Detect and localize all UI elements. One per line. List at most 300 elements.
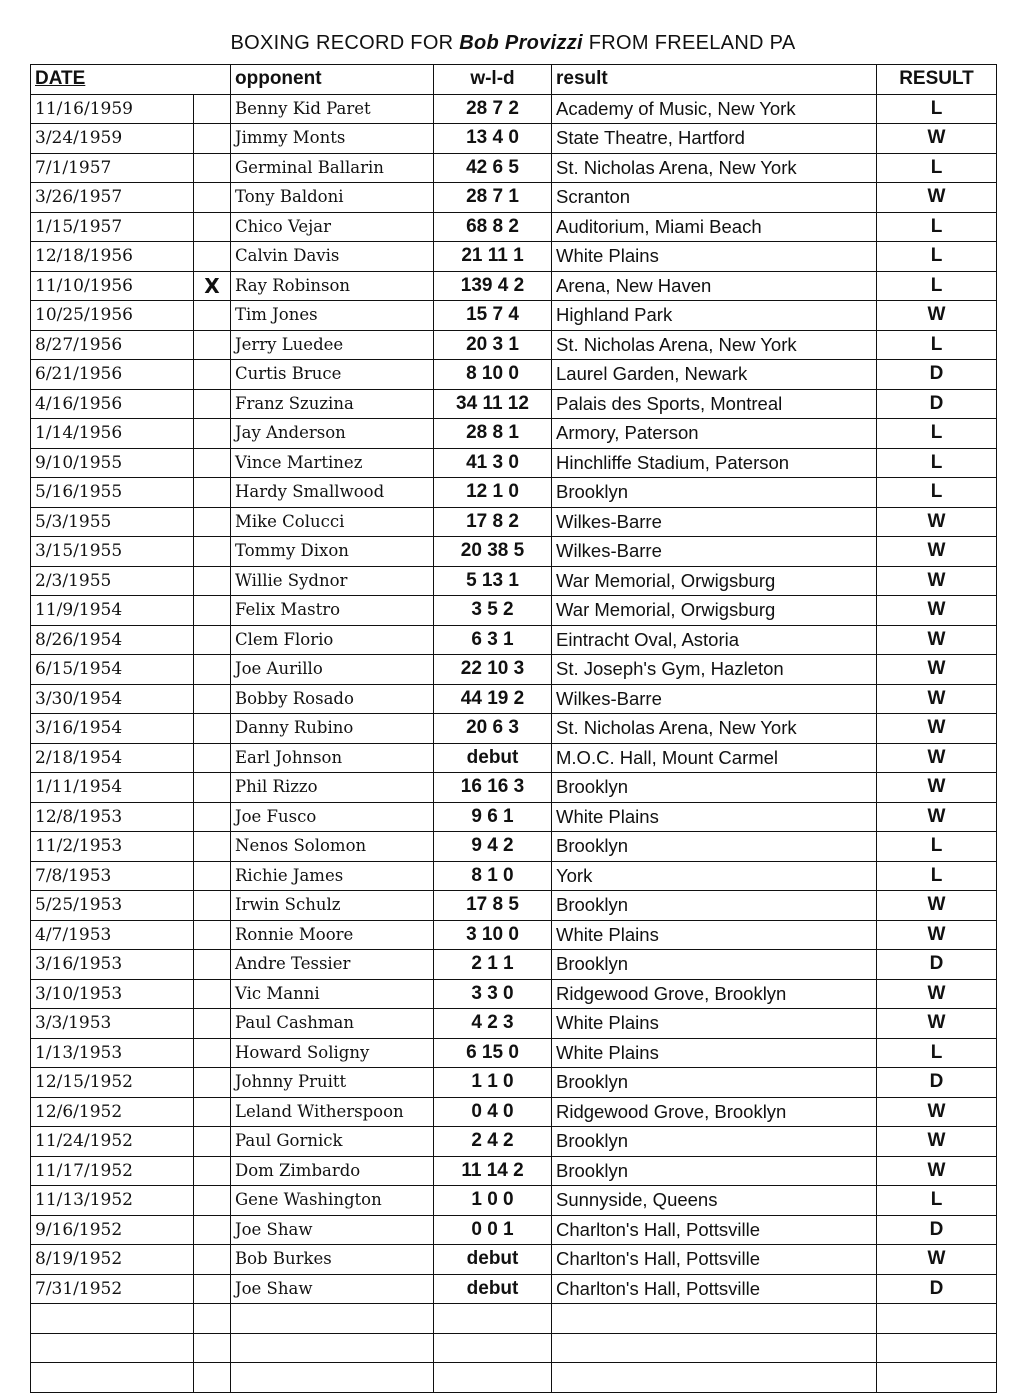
wld-cell: 16 16 3 [434,773,552,803]
outcome-cell: L [877,94,997,124]
result-cell: Academy of Music, New York [552,94,877,124]
mark-cell [194,773,231,803]
table-row [31,448,997,478]
date-cell: 12/18/1956 [31,242,194,272]
result-cell: State Theatre, Hartford [552,124,877,154]
wld-cell: 20 3 1 [434,330,552,360]
date-cell: 6/21/1956 [31,360,194,390]
date-cell [31,1333,194,1363]
mark-cell [194,153,231,183]
mark-cell [194,1068,231,1098]
mark-cell [194,1245,231,1275]
opponent-cell: Benny Kid Paret [231,94,434,124]
mark-cell [194,625,231,655]
table-row [31,419,997,449]
table-row [31,1333,997,1363]
opponent-cell: Joe Shaw [231,1215,434,1245]
table-row [31,1127,997,1157]
date-cell: 7/1/1957 [31,153,194,183]
mark-cell [194,596,231,626]
outcome-cell: L [877,478,997,508]
wld-cell: 68 8 2 [434,212,552,242]
date-cell: 7/31/1952 [31,1274,194,1304]
table-row [31,891,997,921]
outcome-cell: W [877,301,997,331]
wld-cell: 9 6 1 [434,802,552,832]
result-cell: St. Nicholas Arena, New York [552,714,877,744]
result-cell [552,1363,877,1393]
opponent-cell: Paul Gornick [231,1127,434,1157]
result-cell: Scranton [552,183,877,213]
opponent-cell: Ronnie Moore [231,920,434,950]
mark-cell [194,979,231,1009]
result-cell: Brooklyn [552,1068,877,1098]
wld-cell: 20 38 5 [434,537,552,567]
outcome-cell: W [877,684,997,714]
table-row [31,1304,997,1334]
date-cell: 8/26/1954 [31,625,194,655]
result-cell: Laurel Garden, Newark [552,360,877,390]
date-cell [31,1304,194,1334]
opponent-cell: Howard Soligny [231,1038,434,1068]
date-cell: 8/27/1956 [31,330,194,360]
wld-cell: 20 6 3 [434,714,552,744]
result-cell: White Plains [552,802,877,832]
wld-cell: 28 7 2 [434,94,552,124]
wld-cell: 4 2 3 [434,1009,552,1039]
outcome-cell: L [877,1038,997,1068]
date-cell: 9/16/1952 [31,1215,194,1245]
opponent-cell: Jimmy Monts [231,124,434,154]
outcome-cell: L [877,153,997,183]
wld-cell: 8 10 0 [434,360,552,390]
mark-cell [194,950,231,980]
header-row [31,65,997,95]
table-row [31,1274,997,1304]
mark-cell [194,920,231,950]
outcome-cell: W [877,1127,997,1157]
wld-cell: 17 8 2 [434,507,552,537]
result-cell: Wilkes-Barre [552,684,877,714]
table-row [31,1186,997,1216]
result-cell: Hinchliffe Stadium, Paterson [552,448,877,478]
date-cell: 5/16/1955 [31,478,194,508]
outcome-cell: W [877,625,997,655]
outcome-cell [877,1333,997,1363]
mark-cell [194,1156,231,1186]
result-cell: White Plains [552,1009,877,1039]
mark-cell [194,507,231,537]
outcome-cell: W [877,802,997,832]
table-row [31,861,997,891]
mark-cell [194,419,231,449]
date-cell: 12/6/1952 [31,1097,194,1127]
mark-cell [194,743,231,773]
header-outcome: RESULT [877,65,997,95]
outcome-cell: W [877,773,997,803]
opponent-cell: Danny Rubino [231,714,434,744]
opponent-cell: Irwin Schulz [231,891,434,921]
wld-cell: 44 19 2 [434,684,552,714]
outcome-cell: W [877,1009,997,1039]
outcome-cell: W [877,1097,997,1127]
table-row [31,625,997,655]
wld-cell: 9 4 2 [434,832,552,862]
table-row [31,301,997,331]
wld-cell: debut [434,1274,552,1304]
opponent-cell: Vince Martinez [231,448,434,478]
title-suffix: FROM FREELAND PA [588,32,796,54]
opponent-cell [231,1363,434,1393]
wld-cell: 3 10 0 [434,920,552,950]
opponent-cell: Franz Szuzina [231,389,434,419]
date-cell: 3/3/1953 [31,1009,194,1039]
mark-cell: X [194,271,231,301]
mark-cell [194,478,231,508]
mark-cell [194,1097,231,1127]
record-table [30,64,997,1393]
date-cell: 1/15/1957 [31,212,194,242]
date-cell: 11/9/1954 [31,596,194,626]
table-row [31,1245,997,1275]
opponent-cell: Curtis Bruce [231,360,434,390]
wld-cell: 8 1 0 [434,861,552,891]
result-cell: Brooklyn [552,832,877,862]
mark-cell [194,1038,231,1068]
wld-cell: 13 4 0 [434,124,552,154]
outcome-cell: W [877,714,997,744]
wld-cell: 0 0 1 [434,1215,552,1245]
mark-cell [194,802,231,832]
page-title [30,32,996,62]
opponent-cell: Leland Witherspoon [231,1097,434,1127]
outcome-cell: W [877,596,997,626]
date-cell: 12/15/1952 [31,1068,194,1098]
mark-cell [194,1363,231,1393]
date-cell: 3/24/1959 [31,124,194,154]
opponent-cell: Ray Robinson [231,271,434,301]
wld-cell: 12 1 0 [434,478,552,508]
opponent-cell: Calvin Davis [231,242,434,272]
mark-cell [194,330,231,360]
result-cell: Brooklyn [552,1127,877,1157]
date-cell: 10/25/1956 [31,301,194,331]
wld-cell: 17 8 5 [434,891,552,921]
opponent-cell: Joe Shaw [231,1274,434,1304]
table-row [31,1215,997,1245]
mark-cell [194,212,231,242]
opponent-cell: Willie Sydnor [231,566,434,596]
result-cell: Charlton's Hall, Pottsville [552,1215,877,1245]
date-cell: 5/25/1953 [31,891,194,921]
mark-cell [194,714,231,744]
mark-cell [194,832,231,862]
date-cell: 1/13/1953 [31,1038,194,1068]
opponent-cell: Joe Fusco [231,802,434,832]
header-opponent: opponent [231,65,434,95]
header-date: DATE [31,65,231,95]
table-row [31,1097,997,1127]
table-row [31,478,997,508]
outcome-cell: L [877,1186,997,1216]
result-cell: St. Joseph's Gym, Hazleton [552,655,877,685]
table-row [31,566,997,596]
outcome-cell: D [877,1068,997,1098]
opponent-cell: Andre Tessier [231,950,434,980]
table-row [31,714,997,744]
opponent-cell: Nenos Solomon [231,832,434,862]
table-row [31,183,997,213]
result-cell: Brooklyn [552,773,877,803]
result-cell: Highland Park [552,301,877,331]
outcome-cell: L [877,832,997,862]
date-cell: 11/17/1952 [31,1156,194,1186]
wld-cell: 34 11 12 [434,389,552,419]
mark-cell [194,1127,231,1157]
opponent-cell: Hardy Smallwood [231,478,434,508]
table-row [31,979,997,1009]
mark-cell [194,1009,231,1039]
outcome-cell: W [877,655,997,685]
opponent-cell: Bobby Rosado [231,684,434,714]
result-cell: St. Nicholas Arena, New York [552,330,877,360]
date-cell: 7/8/1953 [31,861,194,891]
opponent-cell: Johnny Pruitt [231,1068,434,1098]
mark-cell [194,242,231,272]
date-cell: 11/16/1959 [31,94,194,124]
wld-cell: 3 5 2 [434,596,552,626]
wld-cell: 6 15 0 [434,1038,552,1068]
result-cell: White Plains [552,920,877,950]
outcome-cell: W [877,537,997,567]
result-cell: M.O.C. Hall, Mount Carmel [552,743,877,773]
date-cell: 3/15/1955 [31,537,194,567]
opponent-cell [231,1333,434,1363]
outcome-cell: W [877,183,997,213]
table-row [31,537,997,567]
opponent-cell: Tommy Dixon [231,537,434,567]
date-cell: 3/16/1954 [31,714,194,744]
date-cell: 1/14/1956 [31,419,194,449]
opponent-cell: Phil Rizzo [231,773,434,803]
wld-cell: 21 11 1 [434,242,552,272]
mark-cell [194,891,231,921]
opponent-cell: Gene Washington [231,1186,434,1216]
wld-cell: 1 1 0 [434,1068,552,1098]
opponent-cell: Dom Zimbardo [231,1156,434,1186]
opponent-cell: Paul Cashman [231,1009,434,1039]
result-cell: White Plains [552,1038,877,1068]
date-cell: 1/11/1954 [31,773,194,803]
outcome-cell: D [877,1215,997,1245]
wld-cell: 22 10 3 [434,655,552,685]
wld-cell: 41 3 0 [434,448,552,478]
opponent-cell: Mike Colucci [231,507,434,537]
outcome-cell: D [877,1274,997,1304]
mark-cell [194,94,231,124]
mark-cell [194,448,231,478]
date-cell: 3/30/1954 [31,684,194,714]
title-prefix: BOXING RECORD FOR [230,32,454,54]
opponent-cell: Earl Johnson [231,743,434,773]
wld-cell: debut [434,1245,552,1275]
table-row [31,1156,997,1186]
date-cell: 11/2/1953 [31,832,194,862]
result-cell: Armory, Paterson [552,419,877,449]
outcome-cell: L [877,242,997,272]
mark-cell [194,1274,231,1304]
date-cell [31,1363,194,1393]
outcome-cell: W [877,920,997,950]
result-cell: York [552,861,877,891]
outcome-cell: W [877,891,997,921]
outcome-cell: W [877,566,997,596]
mark-cell [194,1215,231,1245]
result-cell: Brooklyn [552,1156,877,1186]
opponent-cell: Richie James [231,861,434,891]
table-row [31,1038,997,1068]
table-row [31,950,997,980]
result-cell: White Plains [552,242,877,272]
wld-cell: 15 7 4 [434,301,552,331]
wld-cell [434,1304,552,1334]
outcome-cell: W [877,1156,997,1186]
wld-cell: 6 3 1 [434,625,552,655]
result-cell: Ridgewood Grove, Brooklyn [552,979,877,1009]
table-row [31,655,997,685]
mark-cell [194,537,231,567]
result-cell: Palais des Sports, Montreal [552,389,877,419]
table-row [31,212,997,242]
outcome-cell: D [877,389,997,419]
result-cell: Charlton's Hall, Pottsville [552,1245,877,1275]
outcome-cell [877,1304,997,1334]
result-cell: Eintracht Oval, Astoria [552,625,877,655]
table-row [31,94,997,124]
wld-cell: 0 4 0 [434,1097,552,1127]
table-row [31,507,997,537]
wld-cell: 5 13 1 [434,566,552,596]
boxer-name: Bob Provizzi [459,32,583,54]
mark-cell [194,1333,231,1363]
record-sheet [30,10,996,1390]
table-row [31,330,997,360]
table-row [31,773,997,803]
result-cell [552,1304,877,1334]
outcome-cell: W [877,743,997,773]
wld-cell: 139 4 2 [434,271,552,301]
wld-cell [434,1333,552,1363]
opponent-cell: Felix Mastro [231,596,434,626]
table-row [31,1009,997,1039]
table-row [31,389,997,419]
opponent-cell: Germinal Ballarin [231,153,434,183]
opponent-cell: Jerry Luedee [231,330,434,360]
table-row [31,832,997,862]
result-cell: Auditorium, Miami Beach [552,212,877,242]
result-cell: St. Nicholas Arena, New York [552,153,877,183]
table-row [31,684,997,714]
mark-cell [194,1186,231,1216]
result-cell: Ridgewood Grove, Brooklyn [552,1097,877,1127]
wld-cell: 11 14 2 [434,1156,552,1186]
result-cell: Brooklyn [552,891,877,921]
wld-cell: 28 7 1 [434,183,552,213]
outcome-cell: L [877,448,997,478]
mark-cell [194,183,231,213]
mark-cell [194,861,231,891]
outcome-cell [877,1363,997,1393]
outcome-cell: L [877,330,997,360]
wld-cell: 2 1 1 [434,950,552,980]
opponent-cell: Chico Vejar [231,212,434,242]
result-cell: War Memorial, Orwigsburg [552,566,877,596]
table-row [31,802,997,832]
header-result: result [552,65,877,95]
wld-cell: 42 6 5 [434,153,552,183]
result-cell: Wilkes-Barre [552,537,877,567]
mark-cell [194,1304,231,1334]
mark-cell [194,389,231,419]
date-cell: 3/26/1957 [31,183,194,213]
outcome-cell: W [877,124,997,154]
mark-cell [194,655,231,685]
opponent-cell: Joe Aurillo [231,655,434,685]
outcome-cell: W [877,979,997,1009]
table-row [31,153,997,183]
result-cell: Arena, New Haven [552,271,877,301]
date-cell: 12/8/1953 [31,802,194,832]
date-cell: 2/18/1954 [31,743,194,773]
result-cell: Sunnyside, Queens [552,1186,877,1216]
opponent-cell: Bob Burkes [231,1245,434,1275]
outcome-cell: W [877,507,997,537]
wld-cell: 3 3 0 [434,979,552,1009]
mark-cell [194,124,231,154]
wld-cell: 1 0 0 [434,1186,552,1216]
date-cell: 3/10/1953 [31,979,194,1009]
outcome-cell: L [877,419,997,449]
date-cell: 4/7/1953 [31,920,194,950]
wld-cell: 28 8 1 [434,419,552,449]
result-cell: War Memorial, Orwigsburg [552,596,877,626]
table-row [31,920,997,950]
date-cell: 9/10/1955 [31,448,194,478]
table-row [31,1068,997,1098]
result-cell [552,1333,877,1363]
table-row [31,271,997,301]
date-cell: 11/13/1952 [31,1186,194,1216]
table-row [31,360,997,390]
date-cell: 3/16/1953 [31,950,194,980]
outcome-cell: D [877,950,997,980]
result-cell: Brooklyn [552,950,877,980]
date-cell: 11/24/1952 [31,1127,194,1157]
opponent-cell: Jay Anderson [231,419,434,449]
outcome-cell: L [877,271,997,301]
table-row [31,124,997,154]
date-cell: 8/19/1952 [31,1245,194,1275]
date-cell: 4/16/1956 [31,389,194,419]
result-cell: Brooklyn [552,478,877,508]
result-cell: Charlton's Hall, Pottsville [552,1274,877,1304]
opponent-cell: Clem Florio [231,625,434,655]
outcome-cell: L [877,212,997,242]
mark-cell [194,566,231,596]
date-cell: 6/15/1954 [31,655,194,685]
opponent-cell: Tony Baldoni [231,183,434,213]
table-row [31,743,997,773]
